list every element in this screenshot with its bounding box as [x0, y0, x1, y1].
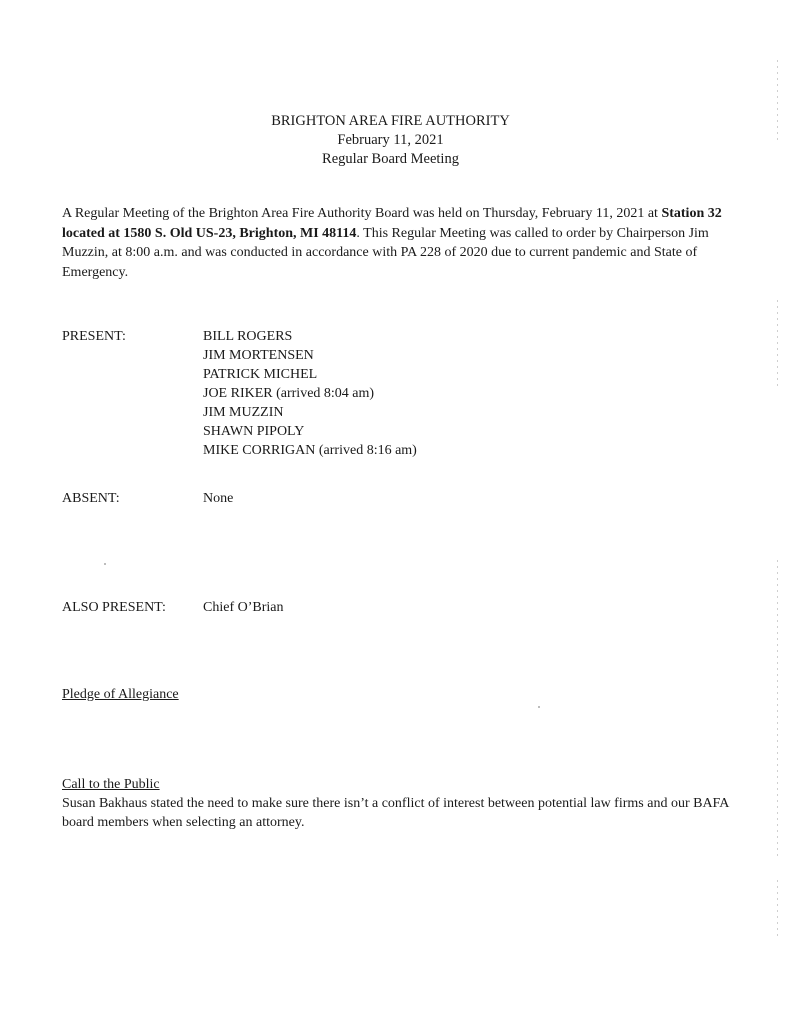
- scan-speck: [104, 563, 106, 565]
- present-member: PATRICK MICHEL: [203, 367, 318, 382]
- present-member: JOE RIKER (arrived 8:04 am): [203, 386, 375, 401]
- organization-name: BRIGHTON AREA FIRE AUTHORITY: [271, 113, 510, 129]
- meeting-location: Station 32 located at 1580 S. Old US-23, Brighton, MI 48114: [62, 206, 722, 241]
- meeting-date: February 11, 2021: [337, 132, 444, 148]
- present-member: JIM MORTENSEN: [203, 348, 314, 363]
- present-member: MIKE CORRIGAN (arrived 8:16 am): [203, 443, 417, 458]
- meeting-type: Regular Board Meeting: [322, 151, 459, 167]
- scan-edge-line: [777, 880, 778, 940]
- intro-text-part1: A Regular Meeting of the Brighton Area Fire Authority Board was held on Thursday, February 11, 2021 at: [62, 206, 662, 221]
- present-member: JIM MUZZIN: [203, 405, 284, 420]
- absent-label: ABSENT:: [62, 491, 120, 506]
- scan-edge-line: [777, 60, 778, 140]
- present-label: PRESENT:: [62, 329, 126, 344]
- also-present-label: ALSO PRESENT:: [62, 600, 166, 615]
- intro-paragraph: [62, 204, 727, 282]
- document-header: [0, 112, 781, 169]
- intro-text-part2: . This Regular Meeting was called to order by Chairperson Jim Muzzin, at 8:00 a.m. and was conducted in accordance with PA 228 of 2020 due to current pandemic and State of Emergency.: [62, 225, 709, 280]
- pledge-heading: Pledge of Allegiance: [62, 687, 179, 702]
- scan-speck: [538, 706, 540, 708]
- present-member: BILL ROGERS: [203, 329, 293, 344]
- call-to-public-text: Susan Bakhaus stated the need to make sure there isn’t a conflict of interest between potential law firms and our BAFA board members when selecting an attorney.: [62, 796, 729, 830]
- also-present-value: Chief O’Brian: [203, 600, 284, 615]
- present-members-list: [203, 327, 417, 460]
- present-member: SHAWN PIPOLY: [203, 424, 305, 439]
- absent-value: None: [203, 491, 234, 506]
- scan-edge-line: [777, 560, 778, 860]
- call-to-public-heading: Call to the Public: [62, 777, 160, 792]
- scan-edge-line: [777, 300, 778, 390]
